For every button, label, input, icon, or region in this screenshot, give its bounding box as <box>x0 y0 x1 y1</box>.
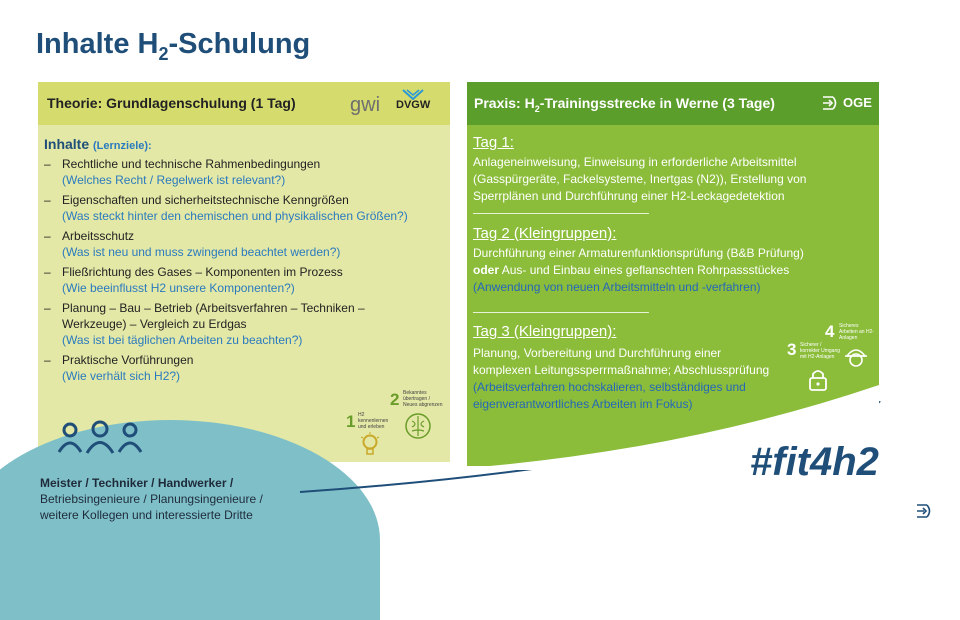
goal-label-4: Sicheres Arbeiten an H2-Anlagen <box>839 323 875 341</box>
worker-helmet-icon <box>843 344 869 370</box>
day-2-text: Durchführung einer Armaturenfunktionsprüfung (B&B Prüfung) oder Aus- und Einbau eines geflanschten Rohrpassstückes (Anwendung von neuen Arbeitsmitteln und -verfahren) <box>473 246 804 294</box>
lightbulb-icon <box>360 432 380 460</box>
goal-number-4: 4 <box>825 322 835 341</box>
praxis-header-title: Praxis: $H_2$-Trainingsstrecke in Werne (3 Tage) <box>474 95 775 114</box>
goal-label-1: H2 kennenlernen und erleben <box>358 412 389 430</box>
dvgw-logo: DVGW <box>396 99 431 111</box>
list-item: – Eigenschaften und sicherheitstechnische Kenngrößen (Was steckt hinter den chemischen und physikalischen Größen?) <box>44 193 408 223</box>
oge-logo-icon <box>821 94 839 112</box>
page-title: Inhalte $H_2$-Schulung <box>36 28 311 64</box>
goal-number-2: 2 <box>390 390 400 409</box>
list-item: – Fließrichtung des Gases – Komponenten im Prozess (Wie beeinflusst H2 unsere Komponenten?) <box>44 265 343 295</box>
list-item: – Arbeitsschutz (Was ist neu und muss zwingend beachtet werden?) <box>44 229 341 259</box>
day-2-block <box>473 225 873 296</box>
theory-header <box>38 82 450 125</box>
divider <box>473 312 649 313</box>
people-group-icon <box>56 420 148 456</box>
day-2-title: Tag 2 (Kleingruppen): <box>473 225 617 242</box>
day-1-title: Tag 1: <box>473 134 514 151</box>
hashtag-logo: #fit4h2 <box>750 440 879 484</box>
brain-icon <box>404 412 432 440</box>
oge-corner-icon <box>915 502 933 520</box>
day-3-title: Tag 3 (Kleingruppen): <box>473 323 617 340</box>
audience-text: Meister / Techniker / Handwerker / Betriebsingenieure / Planungsingenieure / weitere Kollegen und interessierte Dritte <box>40 476 263 522</box>
goal-label-2: Bekanntes übertragen / Neues abgrenzen <box>403 390 443 408</box>
day-1-block <box>473 134 873 205</box>
goal-label-3: Sicherer / korrekter Umgang mit H2-Anlagen <box>800 342 841 360</box>
inhalte-heading: Inhalte (Lernziele): <box>44 136 152 152</box>
theory-panel <box>38 82 450 462</box>
praxis-header <box>467 82 879 125</box>
gwi-logo: gwi <box>350 94 381 116</box>
oge-logo: OGE <box>843 95 872 110</box>
day-3-text: Planung, Vorbereitung und Durchführung einer komplexen Leitungssperrmaßnahme; Abschlussprüfung (Arbeitsverfahren hochskalieren, selbständiges und eigenverantwortliches Arbeiten im Fokus) <box>473 346 770 411</box>
goal-number-1: 1 <box>346 412 356 431</box>
goal-number-3: 3 <box>787 340 797 359</box>
day-1-text: Anlageneinweisung, Einweisung in erforderliche Arbeitsmittel (Gasspürgeräte, Fackelsysteme, Inertgas (N2)), Erstellung von Sperrplänen und Durchführung einer H2-Leckagedetektion <box>473 155 807 203</box>
divider <box>473 213 649 214</box>
list-item: – Planung – Bau – Betrieb (Arbeitsverfahren – Techniken – Werkzeuge) – Vergleich zu Erdgas (Was ist bei täglichen Arbeiten zu beachten?) <box>44 301 365 347</box>
list-item: – Praktische Vorführungen (Wie verhält sich H2?) <box>44 353 194 383</box>
list-item: – Rechtliche und technische Rahmenbedingungen (Welches Recht / Regelwerk ist relevant?) <box>44 157 321 187</box>
theory-header-title: Theorie: Grundlagenschulung (1 Tag) <box>47 95 296 111</box>
